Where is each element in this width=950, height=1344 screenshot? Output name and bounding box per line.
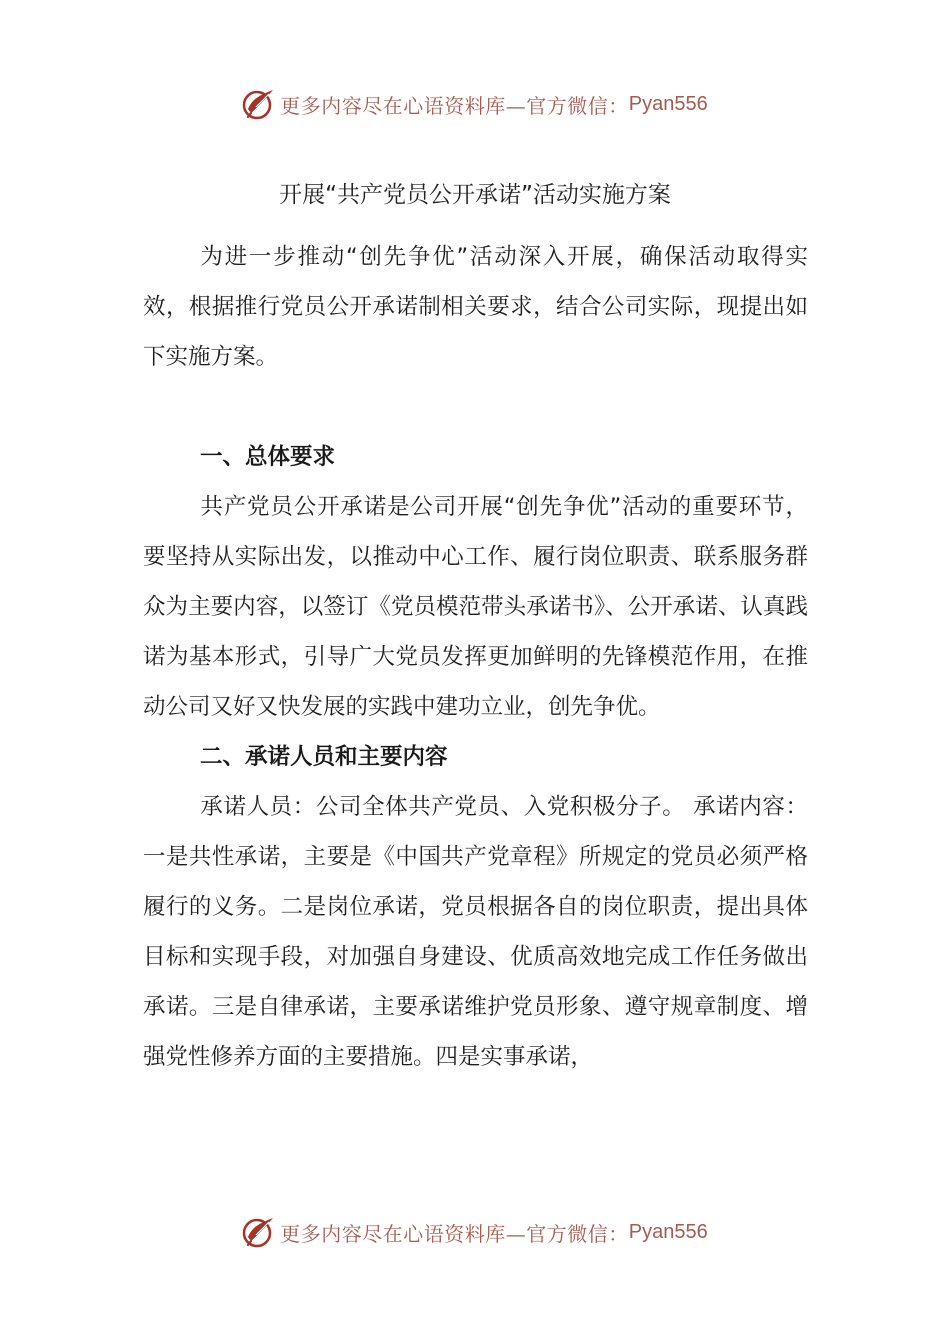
header-banner [0,84,950,124]
section-paragraph-1: 共产党员公开承诺是公司开展“创先争优”活动的重要环节，要坚持从实际出发，以推动中心工作、履行岗位职责、联系服务群众为主要内容，以签订《党员模范带头承诺书》、公开承诺、认真践诺为基本形式，引导广大党员发挥更加鲜明的先锋模范作用，在推动公司又好又快发展的实践中建功立业，创先争优。 [143,494,808,720]
section-paragraph-2: 承诺人员：公司全体共产党员、入党积极分子。 承诺内容：一是共性承诺，主要是《中国共产党章程》所规定的党员必须严格履行的义务。二是岗位承诺，党员根据各自的岗位职责，提出具体目标和实现手段，对加强自身建设、优质高效地完成工作任务做出承诺。三是自律承诺，主要承诺维护党员形象、遵守规章制度、增强党性修养方面的主要措施。四是实事承诺， [143,794,808,1070]
header-banner-text: 更多内容尽在心语资料库—官方微信： [280,93,629,118]
footer-banner-id: Pyan556 [628,1220,708,1243]
intro-paragraph: 为进一步推动“创先争优”活动深入开展，确保活动取得实效，根据推行党员公开承诺制相关要求，结合公司实际，现提出如下实施方案。 [143,244,808,370]
footer-banner-text: 更多内容尽在心语资料库—官方微信： [280,1221,629,1246]
header-banner-id: Pyan556 [628,92,708,115]
section-heading-1: 一、总体要求 [200,444,336,470]
pen-logo-icon [242,87,276,121]
footer-banner [0,1212,950,1252]
section-heading-2: 二、承诺人员和主要内容 [200,744,448,770]
document-body [143,232,808,1082]
document-title: 开展“共产党员公开承诺”活动实施方案 [279,182,671,208]
pen-logo-icon [242,1215,276,1249]
